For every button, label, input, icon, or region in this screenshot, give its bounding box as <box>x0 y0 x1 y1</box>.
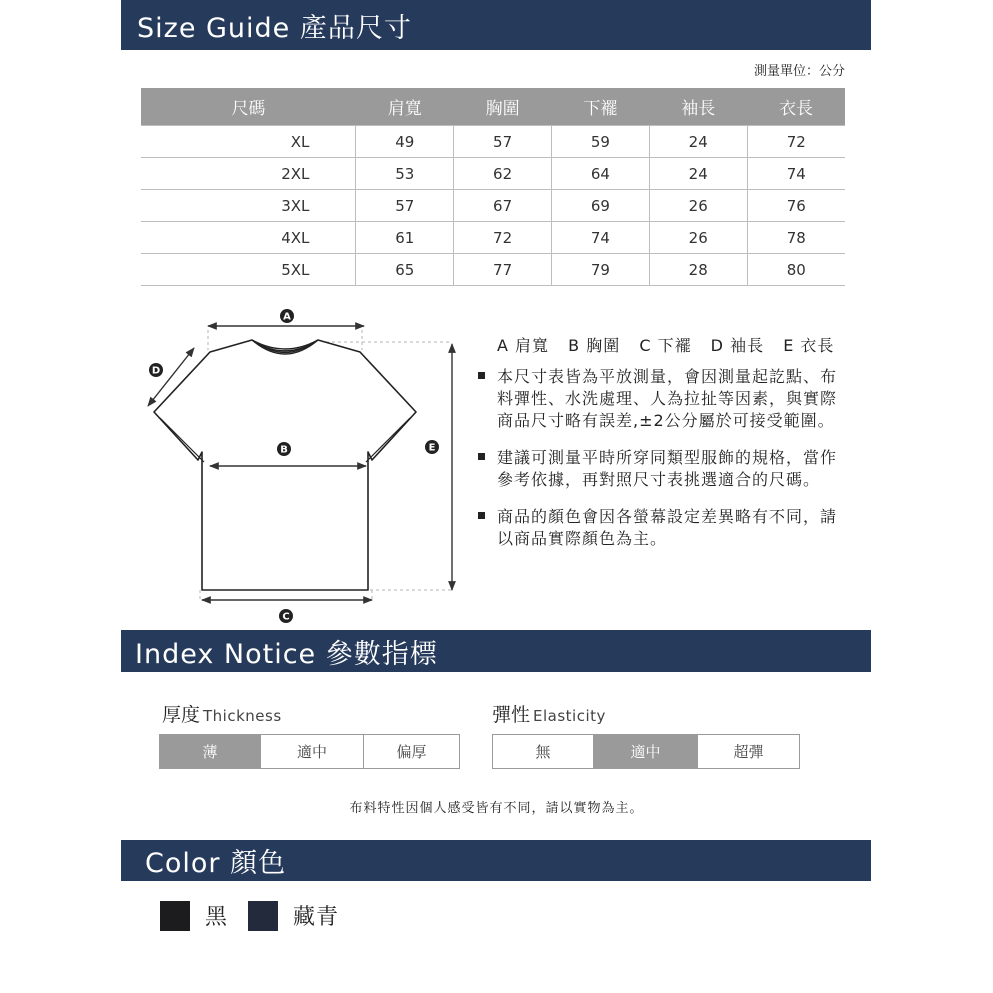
table-cell: 28 <box>649 254 747 286</box>
table-cell: 77 <box>454 254 552 286</box>
table-cell: 49 <box>356 126 454 158</box>
fabric-note: 布料特性因個人感受皆有不同，請以實物為主。 <box>349 801 644 816</box>
note-text: 本尺寸表皆為平放測量，會因測量起訖點、布料彈性、水洗處理、人為拉扯等因素，與實際商品尺寸略有誤差,±2公分屬於可接受範圍。 <box>497 367 838 430</box>
header-shoulder: 肩寬 <box>356 88 454 126</box>
color-name-navy: 藏青 <box>293 905 340 930</box>
elasticity-option-none: 無 <box>535 743 551 761</box>
table-cell: 59 <box>552 126 650 158</box>
measurement-notes <box>476 366 850 565</box>
table-cell: 74 <box>552 222 650 254</box>
note-text: 商品的顏色會因各螢幕設定差異略有不同，請以商品實際顏色為主。 <box>497 507 838 548</box>
table-cell: 57 <box>356 190 454 222</box>
header-size: 尺碼 <box>141 88 356 126</box>
note-item <box>476 506 850 550</box>
table-cell: 5XL <box>141 254 356 286</box>
thickness-scale <box>159 734 460 769</box>
elasticity-option-medium: 適中 <box>593 735 697 768</box>
thickness-label-en: Thickness <box>203 707 282 725</box>
table-cell: 72 <box>747 126 845 158</box>
thickness-label <box>162 700 282 727</box>
elasticity-label <box>492 700 606 727</box>
header-length: 衣長 <box>747 88 845 126</box>
note-item <box>476 447 850 491</box>
table-cell: 24 <box>649 158 747 190</box>
color-title: Color 顏色 <box>145 848 287 879</box>
table-cell: 2XL <box>141 158 356 190</box>
table-cell: 69 <box>552 190 650 222</box>
table-row <box>141 254 845 286</box>
color-swatches <box>160 900 359 931</box>
elasticity-scale <box>492 734 800 769</box>
table-row <box>141 190 845 222</box>
tshirt-measurement-diagram <box>140 300 475 630</box>
table-cell: 78 <box>747 222 845 254</box>
unit-note: 測量單位：公分 <box>753 64 845 79</box>
table-cell: 24 <box>649 126 747 158</box>
color-banner <box>121 840 871 881</box>
marker-d: D <box>151 365 161 377</box>
elasticity-option-super: 超彈 <box>697 735 799 768</box>
index-notice-title: Index Notice 參數指標 <box>135 638 438 670</box>
color-swatch-black <box>160 901 190 931</box>
marker-c: C <box>282 611 290 623</box>
marker-b: B <box>280 444 288 456</box>
header-hem: 下襬 <box>552 88 650 126</box>
measurement-legend <box>497 333 847 356</box>
table-cell: XL <box>141 126 356 158</box>
table-cell: 26 <box>649 190 747 222</box>
legend-b: B 胸圍 <box>568 336 621 355</box>
table-cell: 76 <box>747 190 845 222</box>
table-cell: 74 <box>747 158 845 190</box>
table-cell: 72 <box>454 222 552 254</box>
bullet-icon <box>478 453 485 460</box>
table-cell: 64 <box>552 158 650 190</box>
size-table-header <box>141 88 845 126</box>
size-guide-title: Size Guide 產品尺寸 <box>137 12 412 44</box>
thickness-label-zh: 厚度 <box>162 704 201 726</box>
thickness-option-medium: 適中 <box>260 735 363 768</box>
note-text: 建議可測量平時所穿同類型服飾的規格，當作參考依據，再對照尺寸表挑選適合的尺碼。 <box>497 448 838 489</box>
header-sleeve: 袖長 <box>649 88 747 126</box>
table-cell: 53 <box>356 158 454 190</box>
header-chest: 胸圍 <box>454 88 552 126</box>
table-cell: 67 <box>454 190 552 222</box>
color-swatch-navy <box>248 901 278 931</box>
color-name-black: 黑 <box>205 905 229 930</box>
table-row <box>141 222 845 254</box>
thickness-option-thin: 薄 <box>160 735 260 768</box>
elasticity-label-en: Elasticity <box>533 707 606 725</box>
marker-e: E <box>428 442 436 454</box>
table-cell: 65 <box>356 254 454 286</box>
legend-e: E 衣長 <box>783 336 835 355</box>
legend-c: C 下襬 <box>639 336 692 355</box>
size-guide-banner <box>121 0 871 50</box>
thickness-option-thick: 偏厚 <box>363 735 459 768</box>
table-cell: 3XL <box>141 190 356 222</box>
tshirt-outline <box>151 340 416 590</box>
size-table <box>141 88 845 286</box>
elasticity-label-zh: 彈性 <box>492 704 531 726</box>
table-row <box>141 126 845 158</box>
table-cell: 79 <box>552 254 650 286</box>
table-cell: 62 <box>454 158 552 190</box>
table-cell: 4XL <box>141 222 356 254</box>
table-cell: 80 <box>747 254 845 286</box>
bullet-icon <box>478 512 485 519</box>
table-cell: 26 <box>649 222 747 254</box>
note-item <box>476 366 850 432</box>
marker-a: A <box>283 311 291 323</box>
legend-d: D 袖長 <box>710 336 765 355</box>
table-cell: 61 <box>356 222 454 254</box>
bullet-icon <box>478 372 485 379</box>
index-notice-banner <box>121 630 871 672</box>
table-row <box>141 158 845 190</box>
table-cell: 57 <box>454 126 552 158</box>
legend-a: A 肩寬 <box>497 336 550 355</box>
